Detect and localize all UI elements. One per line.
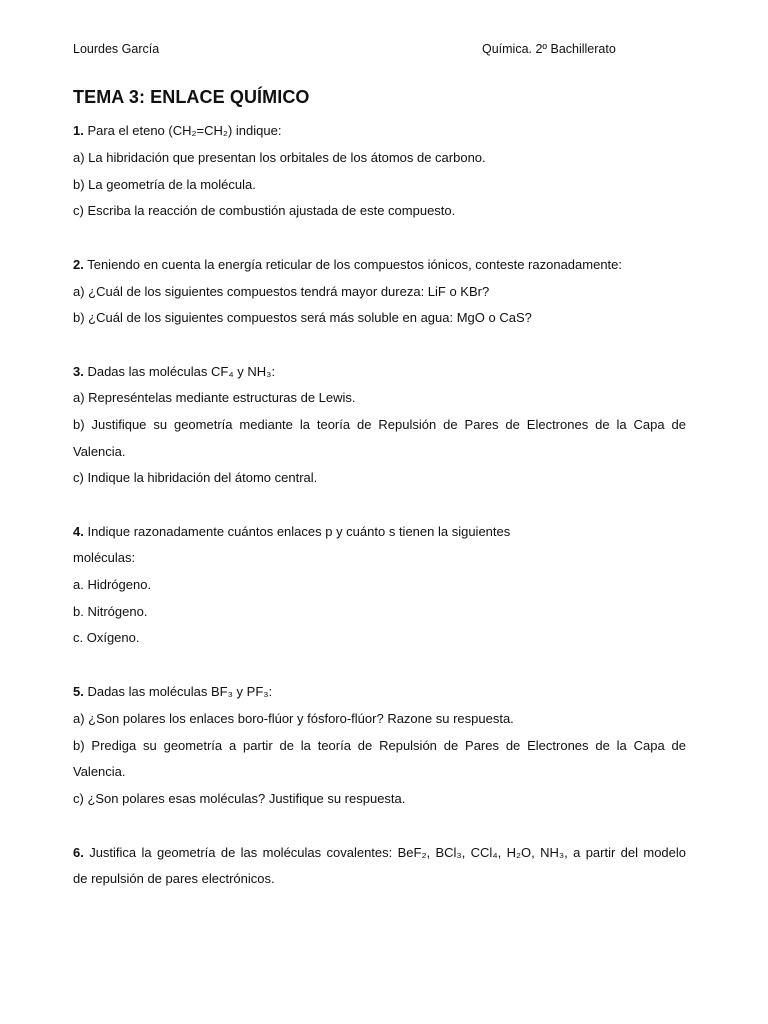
question-1-intro [73, 123, 281, 139]
question-text: Justifica la geometría de las moléculas covalentes: BeF₂, BCl₃, CCl₄, H₂O, NH₃, a partir del modelo [83, 845, 686, 860]
question-number: 4. [73, 524, 84, 539]
question-5-part-a: a) ¿Son polares los enlaces boro-flúor y fósforo-flúor? Razone su respuesta. [73, 711, 514, 726]
question-3-part-b: b) Justifique su geometría mediante la teoría de Repulsión de Pares de Electrones de la Capa de [73, 417, 686, 432]
question-text: Para el eteno (CH₂=CH₂) indique: [83, 123, 282, 138]
question-5-intro [73, 684, 272, 700]
question-5-part-b-continued: Valencia. [73, 764, 126, 779]
question-5-part-b: b) Prediga su geometría a partir de la teoría de Repulsión de Pares de Electrones de la Capa de [73, 738, 686, 753]
question-number: 5. [73, 684, 84, 699]
question-3-part-c: c) Indique la hibridación del átomo central. [73, 470, 318, 485]
question-number: 3. [73, 364, 84, 379]
question-2-part-a: a) ¿Cuál de los siguientes compuestos tendrá mayor dureza: LiF o KBr? [73, 284, 490, 299]
question-text: Dadas las moléculas BF₃ y PF₃: [83, 684, 273, 699]
question-4-intro-continued: moléculas: [73, 550, 136, 565]
question-6-intro-continued: de repulsión de pares electrónicos. [73, 871, 275, 886]
header-author: Lourdes García [73, 42, 160, 56]
question-3-part-b-continued: Valencia. [73, 444, 126, 459]
question-4-part-b: b. Nitrógeno. [73, 604, 148, 619]
question-4-part-a: a. Hidrógeno. [73, 577, 152, 592]
question-1-part-b: b) La geometría de la molécula. [73, 177, 256, 192]
question-number: 2. [73, 257, 84, 272]
header-course: Química. 2º Bachillerato [482, 42, 616, 56]
question-4-intro [73, 524, 510, 540]
question-2-intro [73, 257, 622, 273]
question-3-part-a: a) Represéntelas mediante estructuras de Lewis. [73, 390, 356, 405]
question-1-part-c: c) Escriba la reacción de combustión ajustada de este compuesto. [73, 203, 456, 218]
question-number: 1. [73, 123, 84, 138]
question-text: Indique razonadamente cuántos enlaces p y cuánto s tienen la siguientes [83, 524, 511, 539]
question-text: Teniendo en cuenta la energía reticular de los compuestos iónicos, conteste razonadamente: [83, 257, 622, 272]
question-2-part-b: b) ¿Cuál de los siguientes compuestos será más soluble en agua: MgO o CaS? [73, 310, 532, 325]
question-number: 6. [73, 845, 84, 860]
question-6-intro [73, 845, 686, 861]
page-title: TEMA 3: ENLACE QUÍMICO [73, 87, 310, 107]
question-text: Dadas las moléculas CF₄ y NH₃: [83, 364, 276, 379]
question-4-part-c: c. Oxígeno. [73, 630, 140, 645]
question-1-part-a: a) La hibridación que presentan los orbitales de los átomos de carbono. [73, 150, 486, 165]
page-header [73, 42, 693, 60]
question-3-intro [73, 364, 275, 380]
question-5-part-c: c) ¿Son polares esas moléculas? Justifique su respuesta. [73, 791, 406, 806]
